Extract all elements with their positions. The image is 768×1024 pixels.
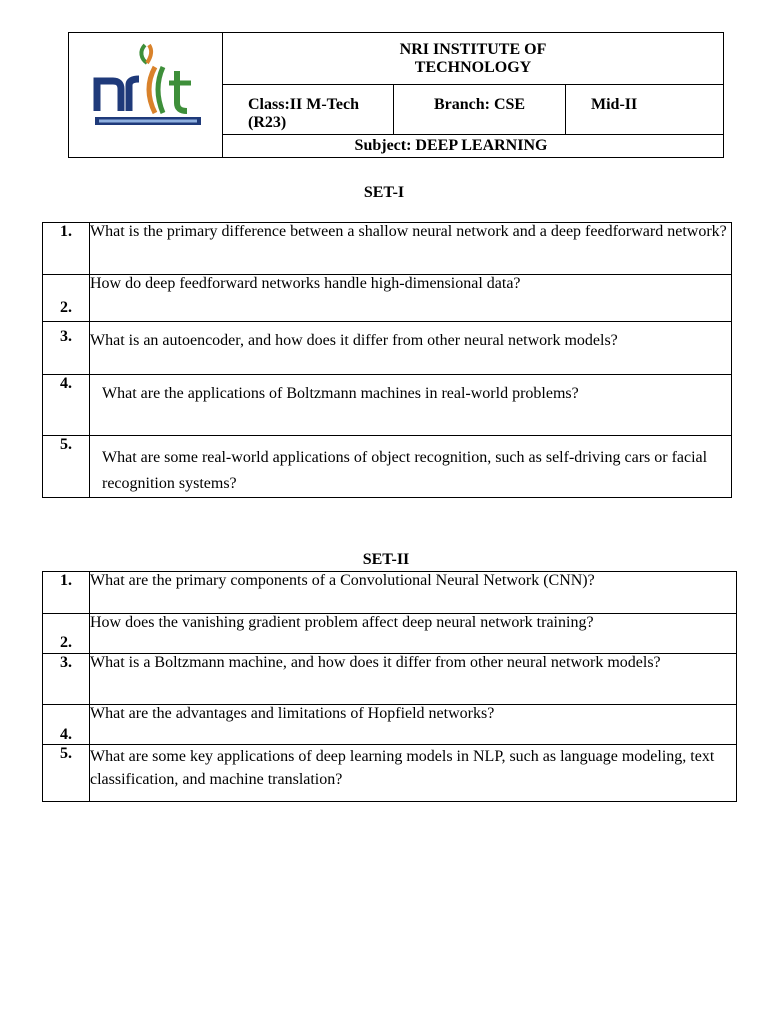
subject-label: Subject: DEEP LEARNING <box>354 137 548 154</box>
question-text: What is a Boltzmann machine, and how does it differ from other neural network models? <box>90 654 737 705</box>
logo-cell <box>69 33 223 157</box>
question-text: What are the applications of Boltzmann machines in real-world problems? <box>90 375 732 436</box>
question-text: What are some key applications of deep learning models in NLP, such as language modeling, text classification, and machine translation? <box>90 745 737 802</box>
set1-title: SET-I <box>363 184 405 201</box>
exam-label: Mid-II <box>591 96 638 113</box>
question-text: How do deep feedforward networks handle high-dimensional data? <box>90 275 732 322</box>
set1-table <box>42 222 732 498</box>
table-row <box>43 705 737 745</box>
table-row <box>43 572 737 614</box>
table-row <box>43 654 737 705</box>
question-text: What are the advantages and limitations of Hopfield networks? <box>90 705 737 745</box>
header-table <box>68 32 724 158</box>
table-row <box>43 745 737 802</box>
info-row <box>223 85 723 135</box>
table-row <box>43 614 737 654</box>
question-number: 2. <box>43 275 90 322</box>
branch-label: Branch: CSE <box>394 85 566 134</box>
question-number: 3. <box>43 322 90 375</box>
set2-table <box>42 571 737 802</box>
institute-name-cell <box>223 33 723 85</box>
question-text: How does the vanishing gradient problem affect deep neural network training? <box>90 614 737 654</box>
question-text: What is an autoencoder, and how does it differ from other neural network models? <box>90 322 732 375</box>
table-row <box>43 436 732 498</box>
table-row <box>43 223 732 275</box>
set2-title: SET-II <box>362 551 410 568</box>
table-row <box>43 375 732 436</box>
question-number: 4. <box>43 705 90 745</box>
question-text: What is the primary difference between a shallow neural network and a deep feedforward network? <box>90 223 732 275</box>
question-number: 1. <box>43 572 90 614</box>
question-number: 2. <box>43 614 90 654</box>
table-row <box>43 322 732 375</box>
question-text: What are some real-world applications of object recognition, such as self-driving cars or facial recognition systems? <box>90 436 732 498</box>
question-number: 5. <box>43 745 90 802</box>
question-number: 1. <box>43 223 90 275</box>
institute-logo <box>93 41 203 131</box>
question-number: 3. <box>43 654 90 705</box>
table-row <box>43 275 732 322</box>
institute-name: NRI INSTITUTE OF TECHNOLOGY <box>399 40 547 76</box>
question-number: 4. <box>43 375 90 436</box>
class-label: Class:II M-Tech (R23) <box>223 85 394 134</box>
question-text: What are the primary components of a Convolutional Neural Network (CNN)? <box>90 572 737 614</box>
question-number: 5. <box>43 436 90 498</box>
